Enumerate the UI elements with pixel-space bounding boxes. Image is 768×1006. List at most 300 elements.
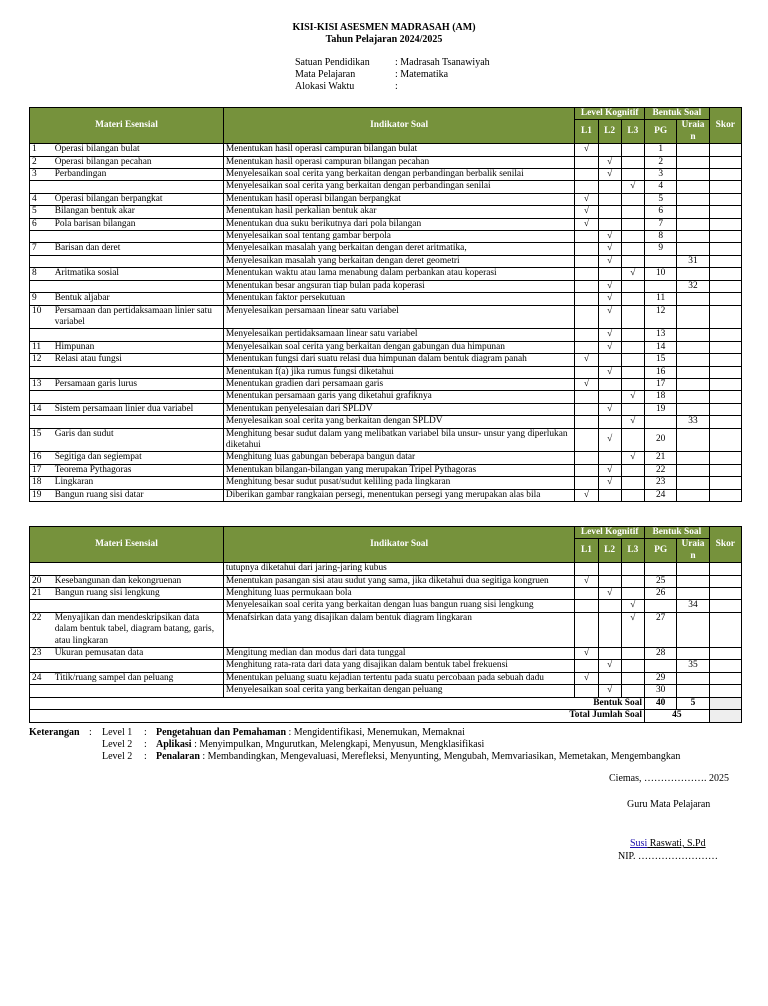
uraian-number-cell <box>677 243 709 255</box>
row-number: 19 <box>30 489 53 501</box>
pg-number-cell: 3 <box>645 169 677 181</box>
header-l2: L2 <box>598 539 621 563</box>
level-l3-cell <box>621 489 644 501</box>
info-label: Alokasi Waktu <box>295 81 355 92</box>
table-row <box>30 563 742 575</box>
pg-number-cell: 14 <box>645 341 677 353</box>
uraian-number-cell <box>677 672 709 684</box>
header-materi: Materi Esensial <box>30 108 224 144</box>
level-l1-cell <box>575 428 598 452</box>
pg-number-cell: 21 <box>645 452 677 464</box>
keterangan-line <box>29 727 680 739</box>
skor-cell <box>709 378 741 390</box>
indikator-cell: Menyelesaikan soal cerita yang berkaitan dengan gabungan dua himpunan <box>223 341 574 353</box>
level-l3-cell <box>621 144 644 156</box>
level-l2-cell <box>598 575 621 587</box>
pg-number-cell <box>645 600 677 612</box>
level-l1-cell <box>575 477 598 489</box>
level-l3-cell: √ <box>621 452 644 464</box>
header-level-kognitif: Level Kognitif <box>575 108 645 120</box>
row-number: 20 <box>30 575 53 587</box>
level-l2-cell <box>598 206 621 218</box>
uraian-number-cell <box>677 293 709 305</box>
indikator-cell: Menyelesaikan soal cerita yang berkaitan dengan luas bangun ruang sisi lengkung <box>223 600 574 612</box>
materi-cell: Garis dan sudut <box>53 428 224 452</box>
indikator-cell: Menghitung rata-rata dari data yang disajikan dalam bentuk tabel frekuensi <box>223 660 574 672</box>
level-l1-cell: √ <box>575 144 598 156</box>
indikator-cell: Menentukan dua suku berikutnya dari pola bilangan <box>223 218 574 230</box>
level-l3-cell <box>621 575 644 587</box>
header-bentuk-soal: Bentuk Soal <box>645 108 710 120</box>
row-number: 21 <box>30 588 53 600</box>
indikator-cell: Menafsirkan data yang disajikan dalam bentuk diagram lingkaran <box>223 612 574 647</box>
indikator-cell: Menentukan persamaan garis yang diketahui grafiknya <box>223 391 574 403</box>
level-l2-cell: √ <box>598 428 621 452</box>
level-l2-cell: √ <box>598 243 621 255</box>
indikator-cell: Menghitung luas gabungan beberapa bangun datar <box>223 452 574 464</box>
skor-cell <box>709 403 741 415</box>
materi-cell: Bangun ruang sisi datar <box>53 489 224 501</box>
keterangan-text <box>156 727 465 739</box>
row-number: 8 <box>30 268 53 280</box>
skor-cell <box>709 144 741 156</box>
total-jumlah-soal-label: Total Jumlah Soal <box>30 710 645 722</box>
level-l3-cell <box>621 156 644 168</box>
row-number: 2 <box>30 156 53 168</box>
skor-cell <box>709 588 741 600</box>
level-l1-cell <box>575 391 598 403</box>
uraian-number-cell <box>677 366 709 378</box>
row-number: 4 <box>30 193 53 205</box>
materi-cell: Aritmatika sosial <box>53 268 224 280</box>
pg-number-cell: 9 <box>645 243 677 255</box>
skor-cell <box>709 280 741 292</box>
indikator-cell: Menyelesaikan soal cerita yang berkaitan dengan perbandingan senilai <box>223 181 574 193</box>
uraian-number-cell <box>677 391 709 403</box>
materi-cell <box>53 181 224 193</box>
indikator-cell: Menentukan besar angsuran tiap bulan pada koperasi <box>223 280 574 292</box>
row-number: 23 <box>30 648 53 660</box>
row-number: 10 <box>30 305 53 329</box>
uraian-number-cell <box>677 305 709 329</box>
uraian-number-cell <box>677 329 709 341</box>
pg-number-cell: 24 <box>645 489 677 501</box>
level-l2-cell: √ <box>598 231 621 243</box>
level-l2-cell <box>598 378 621 390</box>
materi-cell: Lingkaran <box>53 477 224 489</box>
indikator-cell: Menentukan hasil operasi campuran bilangan bulat <box>223 144 574 156</box>
level-l3-cell <box>621 378 644 390</box>
skor-cell <box>709 206 741 218</box>
keterangan-level: Level 2 <box>102 751 133 762</box>
kisi-table-page-1 <box>29 107 742 502</box>
pg-number-cell: 4 <box>645 181 677 193</box>
keterangan-desc: : Mengidentifikasi, Menemukan, Memaknai <box>286 727 465 738</box>
signature-name-link[interactable]: Susi <box>630 838 648 849</box>
level-l1-cell <box>575 243 598 255</box>
skor-cell <box>709 218 741 230</box>
materi-cell: Barisan dan deret <box>53 243 224 255</box>
level-l2-cell <box>598 193 621 205</box>
pg-number-cell: 26 <box>645 588 677 600</box>
level-l3-cell <box>621 403 644 415</box>
row-number <box>30 685 53 697</box>
uraian-number-cell <box>677 612 709 647</box>
keterangan-name: Penalaran <box>156 751 200 762</box>
row-number: 9 <box>30 293 53 305</box>
materi-cell: Himpunan <box>53 341 224 353</box>
header-uraian: Uraia n <box>677 539 709 563</box>
level-l3-cell <box>621 464 644 476</box>
pg-number-cell: 20 <box>645 428 677 452</box>
materi-cell: Persamaan dan pertidaksamaan linier satu variabel <box>53 305 224 329</box>
row-number <box>30 255 53 267</box>
skor-cell <box>709 489 741 501</box>
table-row <box>30 156 742 168</box>
skor-cell <box>709 366 741 378</box>
level-l1-cell <box>575 181 598 193</box>
table-row <box>30 366 742 378</box>
uraian-number-cell <box>677 428 709 452</box>
header-indikator: Indikator Soal <box>223 108 574 144</box>
level-l3-cell <box>621 428 644 452</box>
info-label: Satuan Pendidikan <box>295 57 370 68</box>
uraian-number-cell <box>677 464 709 476</box>
signature-name-rest: Raswati, S.Pd <box>647 838 706 849</box>
pg-number-cell: 12 <box>645 305 677 329</box>
table-row <box>30 685 742 697</box>
level-l1-cell <box>575 329 598 341</box>
level-l3-cell <box>621 588 644 600</box>
table-row <box>30 218 742 230</box>
skor-cell <box>709 181 741 193</box>
skor-cell <box>709 268 741 280</box>
level-l1-cell: √ <box>575 489 598 501</box>
level-l3-cell <box>621 563 644 575</box>
signature-role: Guru Mata Pelajaran <box>627 799 711 810</box>
pg-number-cell: 29 <box>645 672 677 684</box>
table-row <box>30 489 742 501</box>
materi-cell: Operasi bilangan berpangkat <box>53 193 224 205</box>
row-number <box>30 366 53 378</box>
table-row <box>30 255 742 267</box>
keterangan-block <box>29 727 680 763</box>
level-l2-cell: √ <box>598 329 621 341</box>
skor-cell <box>709 231 741 243</box>
uraian-number-cell <box>677 452 709 464</box>
keterangan-level: Level 2 <box>102 739 133 750</box>
indikator-cell: Menyelesaikan masalah yang berkaitan dengan deret aritmatika, <box>223 243 574 255</box>
level-l2-cell <box>598 612 621 647</box>
indikator-cell: Menentukan pasangan sisi atau sudut yang sama, jika diketahui dua segitiga kongruen <box>223 575 574 587</box>
level-l3-cell <box>621 243 644 255</box>
indikator-cell: Menghitung besar sudut pusat/sudut keliling pada lingkaran <box>223 477 574 489</box>
materi-cell: Perbandingan <box>53 169 224 181</box>
skor-cell <box>709 329 741 341</box>
header-l1: L1 <box>575 120 598 144</box>
info-value: : Madrasah Tsanawiyah <box>395 57 490 68</box>
level-l1-cell: √ <box>575 672 598 684</box>
level-l2-cell: √ <box>598 685 621 697</box>
row-number <box>30 329 53 341</box>
level-l1-cell <box>575 612 598 647</box>
materi-cell: Bentuk aljabar <box>53 293 224 305</box>
level-l2-cell: √ <box>598 280 621 292</box>
row-number: 12 <box>30 354 53 366</box>
skor-cell <box>709 612 741 647</box>
indikator-cell: Menentukan faktor persekutuan <box>223 293 574 305</box>
uraian-number-cell <box>677 575 709 587</box>
table-row <box>30 403 742 415</box>
keterangan-text <box>156 751 680 763</box>
level-l2-cell: √ <box>598 588 621 600</box>
keterangan-label: Keterangan <box>29 727 80 738</box>
materi-cell <box>53 685 224 697</box>
materi-cell <box>53 231 224 243</box>
pg-number-cell: 5 <box>645 193 677 205</box>
level-l2-cell: √ <box>598 255 621 267</box>
uraian-number-cell <box>677 341 709 353</box>
level-l1-cell <box>575 403 598 415</box>
indikator-cell: Menyelesaikan masalah yang berkaitan dengan deret geometri <box>223 255 574 267</box>
indikator-cell: Menentukan hasil operasi bilangan berpangkat <box>223 193 574 205</box>
level-l2-cell: √ <box>598 660 621 672</box>
row-number <box>30 660 53 672</box>
level-l1-cell <box>575 305 598 329</box>
level-l2-cell <box>598 391 621 403</box>
level-l3-cell <box>621 477 644 489</box>
table-row <box>30 378 742 390</box>
materi-cell <box>53 416 224 428</box>
level-l3-cell <box>621 354 644 366</box>
level-l3-cell <box>621 648 644 660</box>
pg-number-cell: 13 <box>645 329 677 341</box>
table-row <box>30 280 742 292</box>
document-subtitle: Tahun Pelajaran 2024/2025 <box>325 34 443 45</box>
level-l2-cell <box>598 354 621 366</box>
level-l3-cell: √ <box>621 391 644 403</box>
level-l1-cell <box>575 293 598 305</box>
indikator-cell: Menentukan peluang suatu kejadian tertentu pada suatu percobaan pada sebuah dadu <box>223 672 574 684</box>
skor-cell <box>709 341 741 353</box>
skor-cell <box>709 660 741 672</box>
materi-cell <box>53 280 224 292</box>
level-l3-cell <box>621 305 644 329</box>
level-l3-cell <box>621 329 644 341</box>
skor-cell <box>709 575 741 587</box>
materi-cell <box>53 391 224 403</box>
skor-cell <box>709 685 741 697</box>
level-l1-cell: √ <box>575 218 598 230</box>
level-l1-cell <box>575 685 598 697</box>
info-row <box>295 69 490 81</box>
level-l2-cell: √ <box>598 403 621 415</box>
materi-cell: Pola barisan bilangan <box>53 218 224 230</box>
keterangan-line <box>29 751 680 763</box>
header-indikator: Indikator Soal <box>223 527 574 563</box>
indikator-cell: tutupnya diketahui dari jaring-jaring kubus <box>223 563 574 575</box>
skor-cell <box>709 169 741 181</box>
table-body-page-2 <box>30 563 742 697</box>
pg-number-cell: 15 <box>645 354 677 366</box>
uraian-number-cell <box>677 268 709 280</box>
keterangan-text <box>156 739 484 751</box>
level-l1-cell <box>575 366 598 378</box>
table-row <box>30 428 742 452</box>
level-l2-cell <box>598 144 621 156</box>
row-number <box>30 391 53 403</box>
materi-cell <box>53 660 224 672</box>
level-l1-cell: √ <box>575 193 598 205</box>
uraian-number-cell <box>677 563 709 575</box>
level-l2-cell: √ <box>598 464 621 476</box>
indikator-cell: Diberikan gambar rangkaian persegi, menentukan persegi yang merupakan alas bila <box>223 489 574 501</box>
signature-place-date: Ciemas, ………………. 2025 <box>609 773 729 784</box>
materi-cell: Persamaan garis lurus <box>53 378 224 390</box>
uraian-number-cell <box>677 477 709 489</box>
pg-number-cell: 28 <box>645 648 677 660</box>
materi-cell: Ukuran pemusatan data <box>53 648 224 660</box>
pg-number-cell: 6 <box>645 206 677 218</box>
uraian-number-cell <box>677 193 709 205</box>
table-row <box>30 452 742 464</box>
table-row <box>30 231 742 243</box>
level-l1-cell <box>575 660 598 672</box>
pg-number-cell <box>645 416 677 428</box>
skor-cell <box>709 452 741 464</box>
row-number <box>30 181 53 193</box>
materi-cell: Sistem persamaan linier dua variabel <box>53 403 224 415</box>
header-materi: Materi Esensial <box>30 527 224 563</box>
info-row <box>295 81 490 93</box>
indikator-cell: Menentukan f(a) jika rumus fungsi diketahui <box>223 366 574 378</box>
uraian-number-cell <box>677 231 709 243</box>
materi-cell: Operasi bilangan bulat <box>53 144 224 156</box>
kisi-table-page-2 <box>29 526 742 723</box>
empty-cell <box>709 697 741 709</box>
indikator-cell: Menyelesaikan persamaan linear satu variabel <box>223 305 574 329</box>
pg-number-cell <box>645 563 677 575</box>
row-number: 6 <box>30 218 53 230</box>
bentuk-soal-total-row <box>30 697 742 709</box>
pg-number-cell: 22 <box>645 464 677 476</box>
row-number: 17 <box>30 464 53 476</box>
uraian-number-cell <box>677 156 709 168</box>
materi-cell: Relasi atau fungsi <box>53 354 224 366</box>
table-row <box>30 672 742 684</box>
skor-cell <box>709 354 741 366</box>
materi-cell: Titik/ruang sampel dan peluang <box>53 672 224 684</box>
keterangan-desc: : Menyimpulkan, Mngurutkan, Melengkapi, Menyusun, Mengklasifikasi <box>191 739 485 750</box>
indikator-cell: Menentukan penyelesaian dari SPLDV <box>223 403 574 415</box>
keterangan-colon: : <box>89 727 92 738</box>
table-row <box>30 293 742 305</box>
indikator-cell: Menentukan bilangan-bilangan yang merupakan Tripel Pythagoras <box>223 464 574 476</box>
pg-number-cell: 2 <box>645 156 677 168</box>
skor-cell <box>709 648 741 660</box>
level-l3-cell <box>621 341 644 353</box>
level-l2-cell <box>598 648 621 660</box>
level-l2-cell: √ <box>598 341 621 353</box>
skor-cell <box>709 477 741 489</box>
level-l3-cell <box>621 672 644 684</box>
level-l3-cell: √ <box>621 416 644 428</box>
table-row <box>30 588 742 600</box>
signature-nip: NIP. …………………… <box>618 851 719 862</box>
table-row <box>30 193 742 205</box>
level-l1-cell <box>575 452 598 464</box>
pg-number-cell: 10 <box>645 268 677 280</box>
pg-number-cell: 18 <box>645 391 677 403</box>
pg-number-cell: 11 <box>645 293 677 305</box>
pg-number-cell: 25 <box>645 575 677 587</box>
row-number: 13 <box>30 378 53 390</box>
level-l2-cell <box>598 600 621 612</box>
pg-number-cell: 27 <box>645 612 677 647</box>
indikator-cell: Menentukan hasil perkalian bentuk akar <box>223 206 574 218</box>
level-l2-cell: √ <box>598 305 621 329</box>
level-l3-cell <box>621 193 644 205</box>
skor-cell <box>709 464 741 476</box>
pg-number-cell: 19 <box>645 403 677 415</box>
level-l1-cell <box>575 268 598 280</box>
keterangan-desc: : Membandingkan, Mengevaluasi, Merefleksi, Menyunting, Mengubah, Memvariasikan, Memetakan, Mengembangkan <box>199 751 681 762</box>
pg-number-cell: 16 <box>645 366 677 378</box>
pg-number-cell: 30 <box>645 685 677 697</box>
pg-number-cell: 17 <box>645 378 677 390</box>
uraian-number-cell <box>677 648 709 660</box>
skor-cell <box>709 600 741 612</box>
materi-cell: Operasi bilangan pecahan <box>53 156 224 168</box>
info-label: Mata Pelajaran <box>295 69 356 80</box>
row-number: 3 <box>30 169 53 181</box>
level-l1-cell: √ <box>575 648 598 660</box>
level-l1-cell <box>575 341 598 353</box>
row-number: 15 <box>30 428 53 452</box>
header-l2: L2 <box>598 120 621 144</box>
empty-cell <box>709 710 741 722</box>
skor-cell <box>709 156 741 168</box>
document-title: KISI-KISI ASESMEN MADRASAH (AM) <box>292 22 476 33</box>
level-l1-cell: √ <box>575 575 598 587</box>
indikator-cell: Menghitung besar sudut dalam yang melibatkan variabel bila unsur- unsur yang diperlukan diketahui <box>223 428 574 452</box>
indikator-cell: Mengitung median dan modus dari data tunggal <box>223 648 574 660</box>
materi-cell: Kesebangunan dan kekongruenan <box>53 575 224 587</box>
row-number: 7 <box>30 243 53 255</box>
row-number: 18 <box>30 477 53 489</box>
total-jumlah-soal-value: 45 <box>645 710 710 722</box>
uraian-number-cell: 32 <box>677 280 709 292</box>
table-row <box>30 612 742 647</box>
header-skor: Skor <box>709 108 741 144</box>
level-l3-cell <box>621 169 644 181</box>
skor-cell <box>709 255 741 267</box>
uraian-number-cell <box>677 144 709 156</box>
materi-cell: Menyajikan dan mendeskripsikan data dalam bentuk tabel, diagram batang, garis, atau lingkaran <box>53 612 224 647</box>
row-number: 24 <box>30 672 53 684</box>
level-l2-cell <box>598 563 621 575</box>
table-row <box>30 268 742 280</box>
skor-cell <box>709 416 741 428</box>
skor-cell <box>709 672 741 684</box>
uraian-number-cell <box>677 685 709 697</box>
row-number <box>30 280 53 292</box>
table-row <box>30 648 742 660</box>
materi-cell: Teorema Pythagoras <box>53 464 224 476</box>
skor-cell <box>709 193 741 205</box>
level-l3-cell <box>621 255 644 267</box>
uraian-number-cell: 33 <box>677 416 709 428</box>
